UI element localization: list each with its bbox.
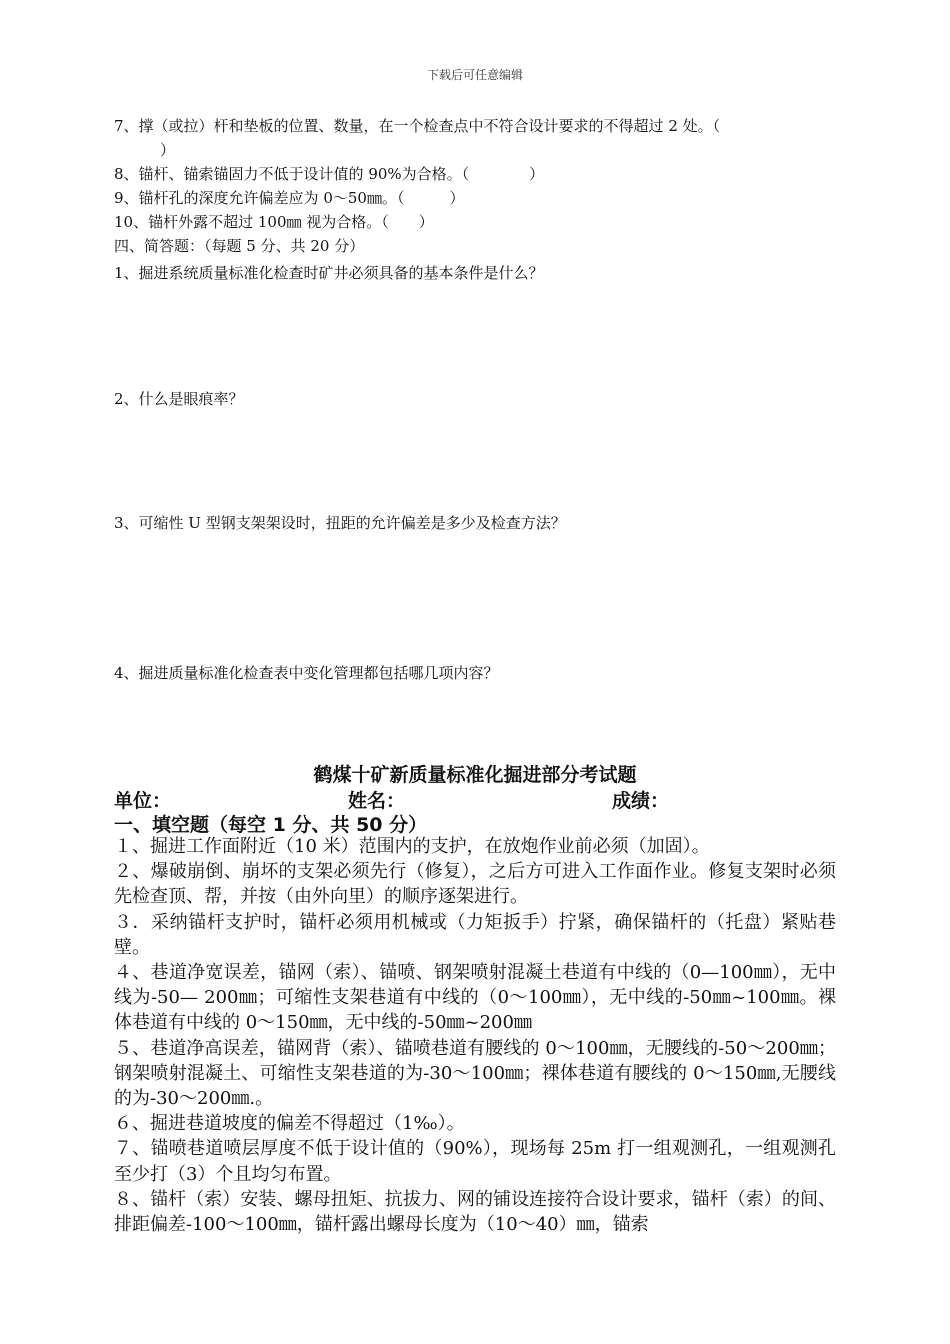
short-question-4: 4、掘进质量标准化检查表中变化管理都包括哪几项内容？ [114, 664, 499, 682]
unit-field-label: 单位： [114, 790, 172, 812]
exam-fields [114, 786, 836, 812]
fill-items [114, 834, 836, 1237]
fill-item-2: ２、爆破崩倒、崩坏的支架必须先行（修复），之后方可进入工作面作业。修复支架时必须先检查顶、帮，并按（由外向里）的顺序逐架进行。 [114, 861, 836, 908]
judge-item-7-cont: ） [160, 141, 176, 159]
short-question-2: 2、什么是眼痕率？ [114, 390, 244, 408]
fill-item-3: ３．采纳锚杆支护时，锚杆必须用机械或（力矩扳手）拧紧，确保锚杆的（托盘）紧贴巷壁。 [114, 911, 836, 958]
fill-item-7: ７、锚喷巷道喷层厚度不低于设计值的（90%），现场每 25m 打一组观测孔，一组观测孔至少打（3）个且均匀布置。 [114, 1138, 836, 1185]
judge-item-8: 8、锚杆、锚索锚固力不低于设计值的 90%为合格。（ ） [114, 165, 545, 183]
judge-item-7: 7、撑（或拉）杆和垫板的位置、数量，在一个检查点中不符合设计要求的不得超过 2 处。（ [114, 117, 721, 135]
fill-item-5: ５、巷道净高误差，锚网背（索）、锚喷巷道有腰线的 0～100㎜，无腰线的-50～200㎜；钢架喷射混凝土、可缩性支架巷道的为-30～100㎜；裸体巷道有腰线的 0～150㎜,无腰线的为-30～200㎜.。 [114, 1037, 836, 1110]
fill-item-1: １、掘进工作面附近（10 米）范围内的支护，在放炮作业前必须（加固）。 [114, 836, 710, 857]
name-field-label: 姓名： [348, 790, 406, 812]
section1-title: 一、填空题（每空 1 分、共 50 分） [114, 814, 428, 836]
score-field-label: 成绩： [612, 790, 670, 812]
fill-item-4: ４、巷道净宽误差，锚网（索）、锚喷、钢架喷射混凝土巷道有中线的（0—100㎜），无中线为-50— 200㎜；可缩性支架巷道有中线的（0～100㎜），无中线的-50㎜~100㎜。裸体巷道有中线的 0～150㎜，无中线的-50㎜~200㎜ [114, 962, 836, 1034]
exam-title: 鹤煤十矿新质量标准化掘进部分考试题 [313, 764, 637, 786]
section4-title: 四、简答题：（每题 5 分、共 20 分） [114, 237, 365, 255]
short-question-3: 3、可缩性 U 型钢支架架设时，扭距的允许偏差是多少及检查方法？ [114, 514, 566, 532]
fill-item-6: ６、掘进巷道坡度的偏差不得超过（1‰）。 [114, 1113, 465, 1135]
fill-item-8: ８、锚杆（索）安装、螺母扭矩、抗拔力、网的铺设连接符合设计要求，锚杆（索）的间、排距偏差-100～100㎜，锚杆露出螺母长度为（10～40）㎜，锚索 [114, 1188, 836, 1236]
short-question-1: 1、掘进系统质量标准化检查时矿井必须具备的基本条件是什么？ [114, 264, 544, 282]
page-header: 下载后可任意编辑 [426, 68, 523, 82]
judge-item-10: 10、锚杆外露不超过 100㎜ 视为合格。（ ） [114, 213, 434, 231]
judge-item-9: 9、锚杆孔的深度允许偏差应为 0～50㎜。（ ） [114, 189, 465, 207]
